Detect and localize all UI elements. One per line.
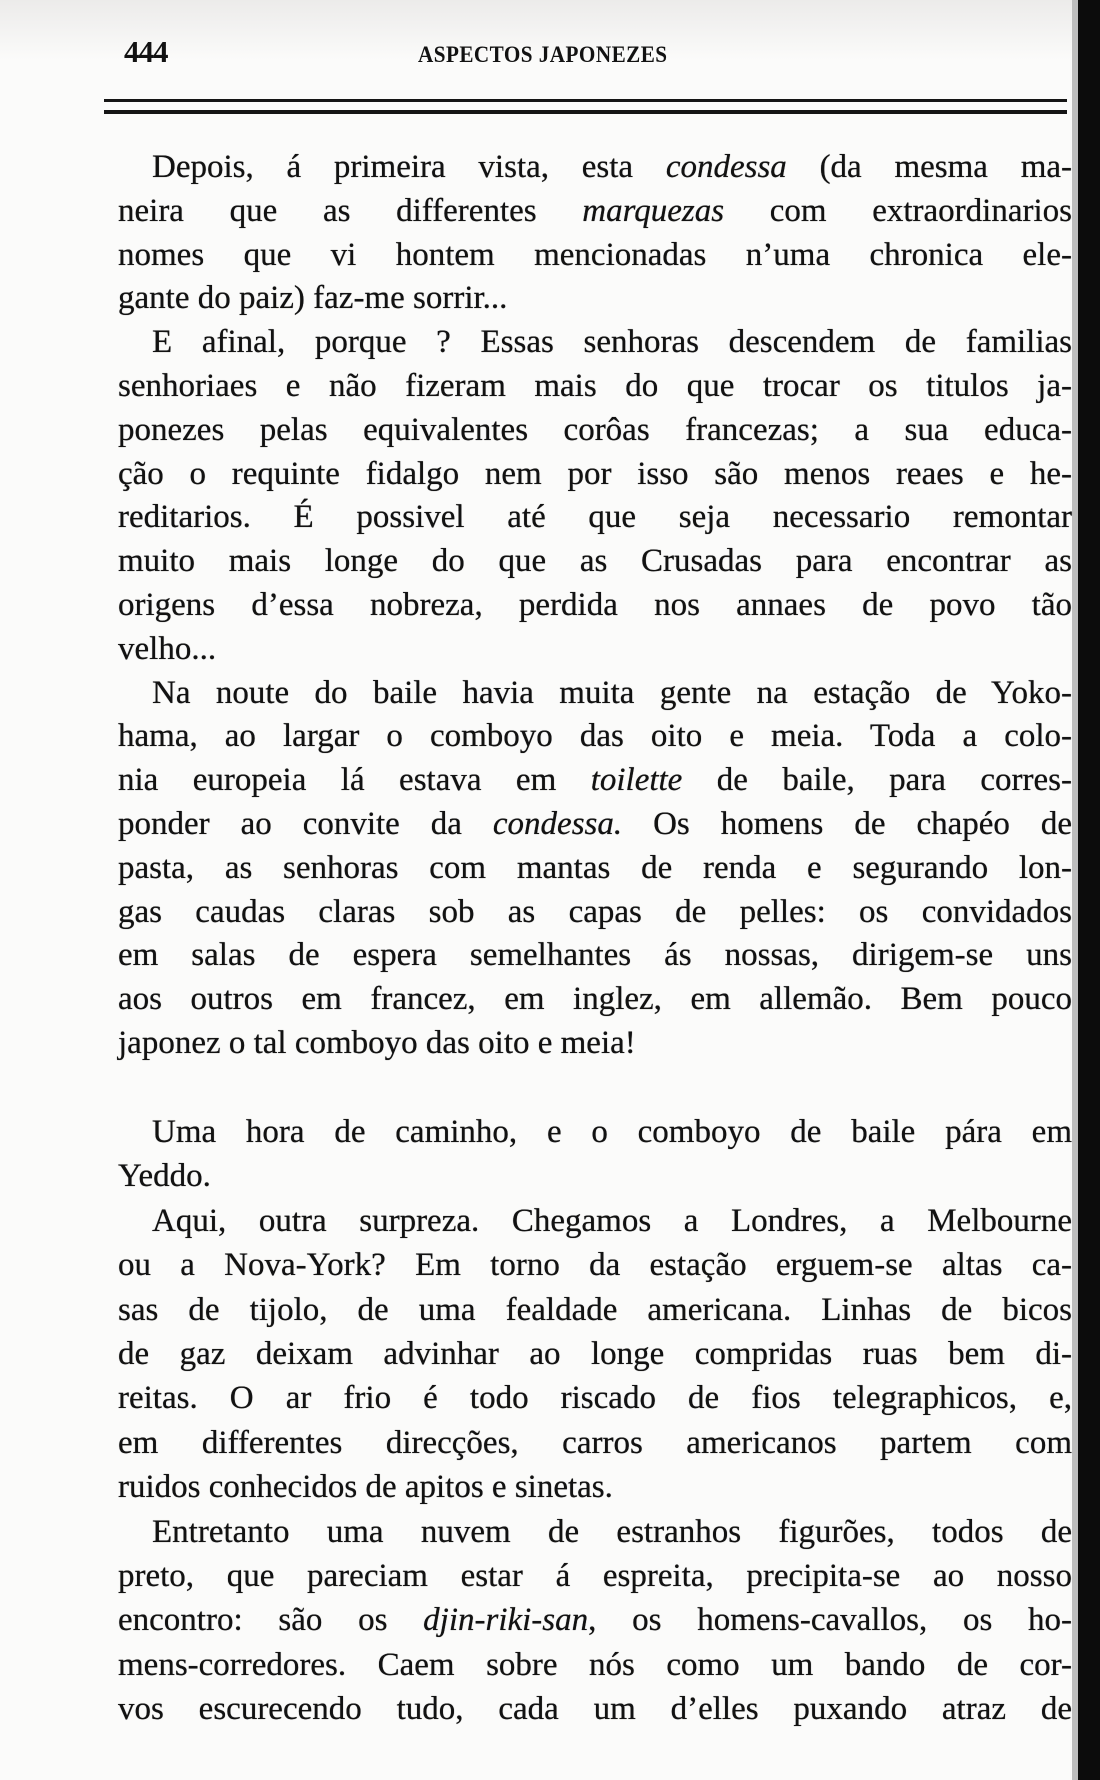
text-line	[118, 277, 1072, 321]
text-segment: Uma hora de caminho, e o comboyo de baile pára em	[152, 1114, 1072, 1150]
text-line	[118, 234, 1072, 278]
text-line	[118, 496, 1072, 540]
text-segment: em salas de espera semelhantes ás nossas, dirigem-se uns	[118, 937, 1072, 974]
text-line	[118, 715, 1072, 759]
text-segment: Aqui, outra surpreza. Chegamos a Londres, a Melbourne	[152, 1202, 1072, 1239]
header-rule-top	[104, 99, 1067, 102]
text-segment: mens-corredores. Caem sobre nós como um bando de cor-	[118, 1646, 1072, 1683]
text-segment: ou a Nova-York? Em torno da estação erguem-se altas ca-	[118, 1247, 1072, 1284]
italic-text: toilette	[590, 762, 683, 799]
text-block-upper	[118, 146, 1072, 1066]
text-line	[118, 1288, 1072, 1332]
text-segment: muito mais longe do que as Crusadas para encontrar as	[118, 543, 1072, 580]
text-segment: vos escurecendo tudo, cada um d’elles puxando atraz de	[118, 1691, 1072, 1728]
text-line	[118, 1465, 1072, 1509]
text-segment: , os homens-cavallos, os ho-	[588, 1602, 1073, 1639]
text-segment: encontro: são os	[118, 1602, 424, 1639]
text-segment: Entretanto uma nuvem de estranhos figurões, todos de	[152, 1513, 1072, 1550]
text-line	[118, 584, 1072, 628]
text-line	[118, 409, 1072, 453]
text-segment: com extraordinarios	[724, 192, 1072, 229]
text-segment: ruidos conhecidos de apitos e sinetas.	[118, 1469, 613, 1506]
text-segment: de baile, para corres-	[682, 762, 1072, 799]
text-segment: aos outros em francez, em inglez, em allemão. Bem pouco	[118, 981, 1072, 1018]
text-segment: velho...	[118, 630, 217, 667]
italic-text: djin-riki-san	[423, 1602, 589, 1639]
text-segment: pasta, as senhoras com mantas de renda e segurando lon-	[118, 849, 1072, 886]
italic-text: marquezas	[582, 192, 725, 229]
text-segment: Os homens de chapéo de	[622, 805, 1072, 842]
scan-edge-border	[1078, 0, 1100, 1780]
text-segment: de gaz deixam advinhar ao longe compridas ruas bem di-	[118, 1335, 1072, 1372]
text-segment: Na noute do baile havia muita gente na estação de Yoko-	[152, 674, 1072, 711]
text-segment: sas de tijolo, de uma fealdade americana. Linhas de bicos	[118, 1291, 1072, 1328]
text-segment: gante do paiz) faz-me sorrir...	[118, 280, 508, 317]
text-segment: (da mesma ma-	[786, 149, 1072, 185]
text-line	[118, 146, 1072, 190]
text-line	[118, 628, 1072, 672]
text-line	[118, 1110, 1072, 1154]
text-segment: japonez o tal comboyo das oito e meia!	[118, 1024, 636, 1061]
text-line	[118, 453, 1072, 497]
text-line	[118, 1376, 1072, 1420]
text-line	[118, 365, 1072, 409]
text-line	[118, 1154, 1072, 1198]
text-segment: nomes que vi hontem mencionadas n’uma chronica ele-	[118, 236, 1072, 273]
text-segment: senhoriaes e não fizeram mais do que trocar os titulos ja-	[118, 367, 1072, 404]
text-block-lower	[118, 1110, 1072, 1731]
text-line	[118, 1332, 1072, 1376]
text-line	[118, 803, 1072, 847]
running-title: ASPECTOS JAPONEZES	[418, 42, 668, 67]
text-segment: ção o requinte fidalgo nem por isso são menos reaes e he-	[118, 455, 1072, 492]
text-segment: neira que as differentes	[118, 192, 583, 229]
text-segment: reditarios. É possivel até que seja necessario remontar	[118, 499, 1072, 536]
text-line	[118, 672, 1072, 716]
text-line	[118, 1421, 1072, 1465]
text-line	[118, 1554, 1072, 1598]
text-line	[118, 759, 1072, 803]
text-segment: reitas. O ar frio é todo riscado de fios telegraphicos, e,	[118, 1380, 1072, 1417]
page-number: 444	[124, 34, 168, 69]
text-segment: E afinal, porque ? Essas senhoras descendem de familias	[152, 324, 1072, 361]
text-segment: em differentes direcções, carros americanos partem com	[118, 1424, 1072, 1461]
italic-text: condessa.	[492, 805, 623, 842]
text-segment: hama, ao largar o comboyo das oito e meia. Toda a colo-	[118, 718, 1072, 755]
text-segment: ponezes pelas equivalentes corôas francezas; a sua educa-	[118, 411, 1072, 448]
text-line	[118, 540, 1072, 584]
text-line	[118, 1510, 1072, 1554]
text-line	[118, 1598, 1072, 1642]
header-rule-bottom	[104, 110, 1067, 114]
text-segment: preto, que pareciam estar á espreita, precipita-se ao nosso	[118, 1557, 1072, 1594]
text-line	[118, 1199, 1072, 1243]
text-segment: Yeddo.	[118, 1158, 211, 1195]
text-segment: gas caudas claras sob as capas de pelles: os convidados	[118, 893, 1072, 930]
text-line	[118, 978, 1072, 1022]
text-segment: nia europeia lá estava em	[118, 762, 591, 799]
text-line	[118, 190, 1072, 234]
italic-text: condessa	[665, 149, 787, 185]
text-line	[118, 1643, 1072, 1687]
text-line	[118, 1022, 1072, 1066]
text-line	[118, 934, 1072, 978]
text-line	[118, 1243, 1072, 1287]
text-segment: origens d’essa nobreza, perdida nos annaes de povo tão	[118, 586, 1072, 623]
text-segment: ponder ao convite da	[118, 805, 493, 842]
text-segment: Depois, á primeira vista, esta	[152, 149, 666, 185]
text-line	[118, 321, 1072, 365]
text-line	[118, 891, 1072, 935]
text-line	[118, 1687, 1072, 1731]
text-line	[118, 847, 1072, 891]
